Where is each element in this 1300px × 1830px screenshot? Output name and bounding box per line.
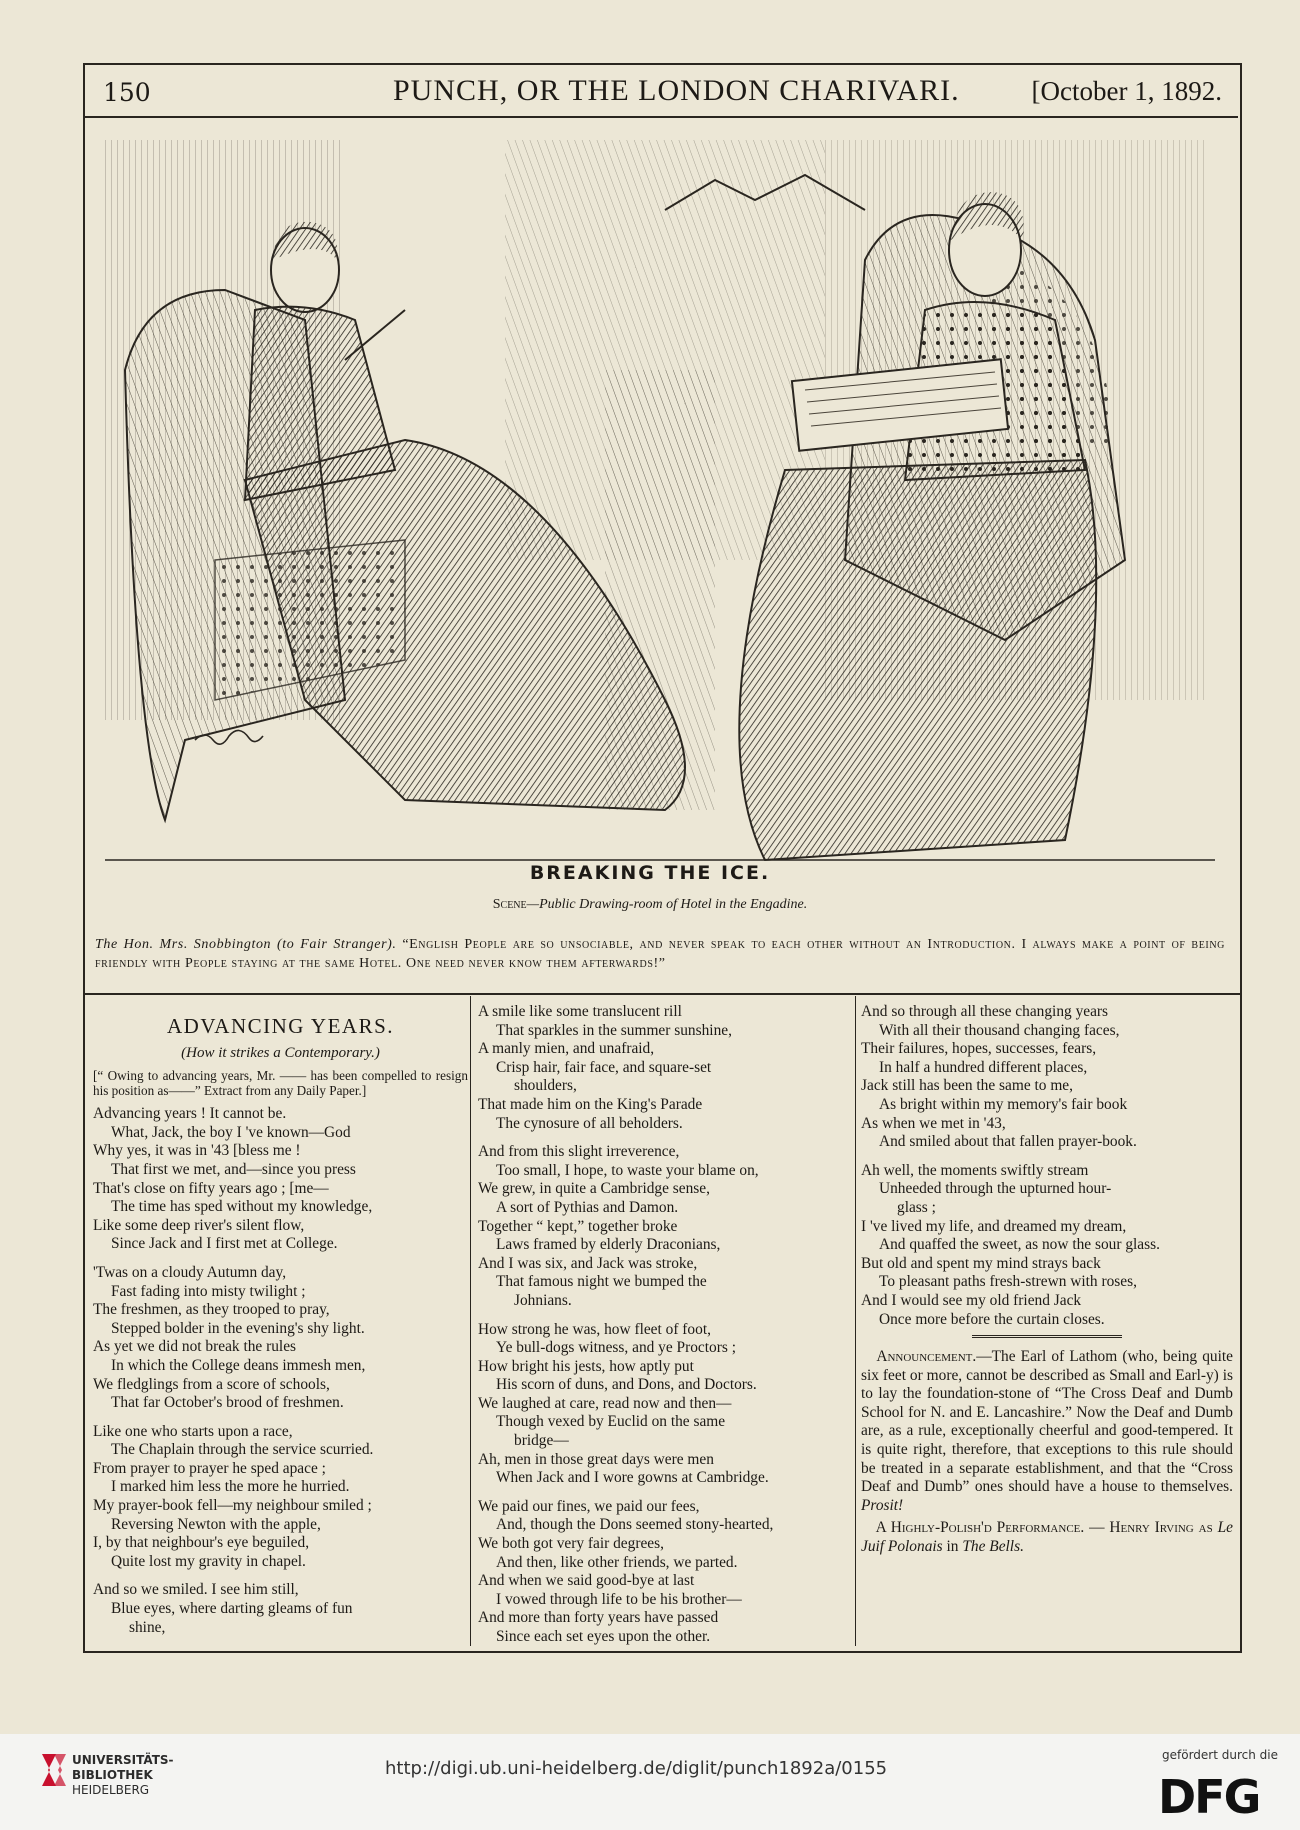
dfg-logo: DFG xyxy=(1158,1770,1260,1824)
poem-line: With all their thousand changing faces, xyxy=(879,1021,1120,1039)
poem-line: Crisp hair, fair face, and square-set xyxy=(496,1058,712,1076)
library-name xyxy=(72,1753,174,1798)
poem-line: I vowed through life to be his brother— xyxy=(496,1590,742,1608)
poem-line: Ye bull-dogs witness, and ye Proctors ; xyxy=(496,1339,736,1357)
announcement-closing: Prosit! xyxy=(861,1496,904,1514)
digitization-footer xyxy=(0,1734,1300,1830)
poem-line xyxy=(93,1413,468,1423)
poem-line: And I would see my old friend Jack xyxy=(861,1291,1082,1309)
poem-line xyxy=(93,1571,468,1581)
poem-line: I marked him less the more he hurried. xyxy=(111,1478,350,1496)
poem-line: But old and spent my mind strays back xyxy=(861,1254,1101,1272)
poem-line: That far October's brood of freshmen. xyxy=(111,1394,344,1412)
poem-line: glass ; xyxy=(897,1198,936,1216)
poem-line: We grew, in quite a Cambridge sense, xyxy=(478,1180,710,1198)
poem-line: In which the College deans immesh men, xyxy=(111,1356,366,1374)
poem-line: Since Jack and I first met at College. xyxy=(111,1235,338,1253)
poem-line: How bright his jests, how aptly put xyxy=(478,1357,694,1375)
poem-line: Though vexed by Euclid on the same xyxy=(496,1413,726,1431)
poem-line: Stepped bolder in the evening's shy light. xyxy=(111,1319,365,1337)
section-divider xyxy=(83,993,1240,995)
poem-line: His scorn of duns, and Dons, and Doctors. xyxy=(496,1376,757,1394)
poem-line: When Jack and I wore gowns at Cambridge. xyxy=(496,1469,769,1487)
library-line-3: HEIDELBERG xyxy=(72,1783,150,1797)
column-2 xyxy=(478,1003,848,1647)
poem-lines-col2 xyxy=(478,1003,848,1647)
poem-line: Their failures, hopes, successes, fears, xyxy=(861,1040,1097,1058)
poem-line: The freshmen, as they trooped to pray, xyxy=(93,1301,330,1319)
poem-line: The time has sped without my knowledge, xyxy=(111,1198,373,1216)
poem-note: [“ Owing to advancing years, Mr. —— has been compelled to resign his position as——” Extract from any Daily Paper.] xyxy=(93,1068,468,1099)
poem-line: Johnians. xyxy=(514,1291,572,1309)
poem-line: As bright within my memory's fair book xyxy=(879,1095,1128,1113)
library-logo-icon xyxy=(38,1750,68,1790)
poem-line: That first we met, and—since you press xyxy=(111,1160,356,1178)
poem-line: Together “ kept,” together broke xyxy=(478,1217,678,1235)
poem-line: And quaffed the sweet, as now the sour glass. xyxy=(879,1236,1160,1254)
cartoon-illustration xyxy=(105,140,1215,870)
poem-line: Quite lost my gravity in chapel. xyxy=(111,1552,306,1570)
poem-line: Like one who starts upon a race, xyxy=(93,1422,293,1440)
poem-line: Fast fading into misty twilight ; xyxy=(111,1282,306,1300)
poem-line: Advancing years ! It cannot be. xyxy=(93,1105,287,1123)
page-header xyxy=(83,64,1238,118)
source-url-link[interactable]: http://digi.ub.uni-heidelberg.de/diglit/punch1892a/0155 xyxy=(385,1758,888,1779)
issue-date: [October 1, 1892. xyxy=(1031,76,1222,106)
poem-line: Unheeded through the upturned hour- xyxy=(879,1180,1112,1198)
cartoon-dialogue xyxy=(95,935,1225,973)
poem-line: We fledglings from a score of schools, xyxy=(93,1375,330,1393)
scene-label: Scene xyxy=(492,897,527,912)
funding-note: gefördert durch die xyxy=(1162,1748,1278,1762)
poem-line xyxy=(861,1152,1233,1162)
poem-line: And, though the Dons seemed stony-hearted, xyxy=(496,1516,774,1534)
poem-line: shine, xyxy=(129,1618,166,1636)
poem-line: And smiled about that fallen prayer-book. xyxy=(879,1133,1137,1151)
announcement-label: Announcement. xyxy=(876,1348,977,1366)
poem-lines-col1 xyxy=(93,1105,468,1637)
column-rule-1 xyxy=(470,996,471,1646)
poem-line: bridge— xyxy=(514,1432,569,1450)
poem-line xyxy=(478,1488,848,1498)
announcement xyxy=(861,1348,1233,1515)
poem-line: And then, like other friends, we parted. xyxy=(496,1553,738,1571)
poem-line: A sort of Pythias and Damon. xyxy=(496,1198,679,1216)
poem-line: Ah, men in those great days were men xyxy=(478,1450,714,1468)
poem-line: That's close on fifty years ago ; [me— xyxy=(93,1179,329,1197)
column-1 xyxy=(93,1003,468,1637)
poem-line xyxy=(478,1133,848,1143)
poem-line: The Chaplain through the service scurried. xyxy=(111,1441,374,1459)
performance-note xyxy=(861,1519,1233,1556)
poem-title: ADVANCING YEARS. xyxy=(166,1014,395,1038)
poem-line: Ah well, the moments swiftly stream xyxy=(861,1161,1089,1179)
performance-tail: in xyxy=(946,1538,959,1556)
poem-line: That famous night we bumped the xyxy=(496,1273,707,1291)
poem-line: Since each set eyes upon the other. xyxy=(496,1628,711,1645)
page-number: 150 xyxy=(103,78,151,107)
poem-line: A manly mien, and unafraid, xyxy=(478,1040,655,1058)
poem-line: The cynosure of all beholders. xyxy=(496,1114,683,1132)
announcement-text: —The Earl of Lathom (who, being quite six feet or more, cannot be described as Small and Earl-y) is to lay the foundation-stone of “The Cross Deaf and Dumb School for N. and E. Lancashire.” Now the Deaf and Dumb are, as a rule, exceptionally cheerful and good-tempered. It is quite right, therefore, that exceptions to this rule should be treated in a separate establishment, and that the “Cross Deaf and Dumb” ones should have a house to themselves. xyxy=(861,1348,1233,1496)
poem-line: And when we said good-bye at last xyxy=(478,1572,695,1590)
library-line-1: UNIVERSITÄTS- xyxy=(72,1753,174,1767)
poem-line: And so through all these changing years xyxy=(861,1003,1109,1020)
library-line-2: BIBLIOTHEK xyxy=(72,1768,153,1782)
performance-text: — Henry Irving as xyxy=(1089,1519,1213,1537)
poem-line: Too small, I hope, to waste your blame on, xyxy=(496,1161,759,1179)
poem-line: In half a hundred different places, xyxy=(879,1058,1088,1076)
poem-line xyxy=(93,1254,468,1264)
poem-line: shoulders, xyxy=(514,1077,577,1095)
poem-line: We paid our fines, we paid our fees, xyxy=(478,1497,700,1515)
poem-line: And from this slight irreverence, xyxy=(478,1143,680,1161)
running-head: PUNCH, OR THE LONDON CHARIVARI. xyxy=(393,74,960,107)
poem-line: That made him on the King's Parade xyxy=(478,1095,703,1113)
scene-text: —Public Drawing-room of Hotel in the Engadine. xyxy=(526,897,808,912)
poem-line: And so we smiled. I see him still, xyxy=(93,1581,299,1599)
poem-lines-col3 xyxy=(861,1003,1233,1329)
poem-line: Once more before the curtain closes. xyxy=(879,1310,1105,1328)
poem-line xyxy=(478,1311,848,1321)
poem-line: A smile like some translucent rill xyxy=(478,1003,682,1020)
poem-line: Blue eyes, where darting gleams of fun xyxy=(111,1600,353,1618)
poem-line: 'Twas on a cloudy Autumn day, xyxy=(93,1263,287,1281)
cartoon-scene xyxy=(0,897,1300,913)
poem-line: How strong he was, how fleet of foot, xyxy=(478,1320,711,1338)
column-3 xyxy=(861,1003,1233,1557)
poem-line: As when we met in '43, xyxy=(861,1114,1006,1132)
poem-line: Jack still has been the same to me, xyxy=(861,1077,1073,1095)
right-lady-skirt xyxy=(739,460,1096,860)
poem-line: To pleasant paths fresh-strewn with roses, xyxy=(879,1273,1137,1291)
performance-label: A Highly-Polish'd Performance. xyxy=(875,1519,1085,1537)
poem-line: Reversing Newton with the apple, xyxy=(111,1515,321,1533)
poem-line: And more than forty years have passed xyxy=(478,1609,719,1627)
poem-line: As yet we did not break the rules xyxy=(93,1338,297,1356)
poem-line: We laughed at care, read now and then— xyxy=(478,1394,732,1412)
poem-line: And I was six, and Jack was stroke, xyxy=(478,1254,698,1272)
poem-line: That sparkles in the summer sunshine, xyxy=(496,1021,732,1039)
performance-play: The Bells. xyxy=(962,1538,1024,1556)
poem-line: Laws framed by elderly Draconians, xyxy=(496,1236,721,1254)
dialogue-text: “English People are so unsociable, and never speak to each other without an Introduction. I always make a point of being friendly with People staying at the same Hotel. One need never know them afterwards!” xyxy=(95,937,1225,971)
poem-line: What, Jack, the boy I 've known—God xyxy=(111,1123,351,1141)
poem-subtitle: (How it strikes a Contemporary.) xyxy=(181,1044,380,1061)
poem-line: We both got very fair degrees, xyxy=(478,1535,664,1553)
poem-line: From prayer to prayer he sped apace ; xyxy=(93,1459,326,1477)
poem-line: My prayer-book fell—my neighbour smiled ; xyxy=(93,1497,372,1515)
speaker: The Hon. Mrs. Snobbington (to Fair Stranger). xyxy=(95,937,397,952)
poem-line: Why yes, it was in '43 [bless me ! xyxy=(93,1142,301,1160)
cartoon-title: BREAKING THE ICE. xyxy=(529,862,771,884)
column-rule-2 xyxy=(855,996,856,1646)
performance-title: Le Juif Polonais xyxy=(861,1519,1233,1556)
poem-line: Like some deep river's silent flow, xyxy=(93,1216,305,1234)
column-separator xyxy=(972,1335,1122,1338)
poem-line: I 've lived my life, and dreamed my dream, xyxy=(861,1217,1127,1235)
poem-line: I, by that neighbour's eye beguiled, xyxy=(93,1534,310,1552)
